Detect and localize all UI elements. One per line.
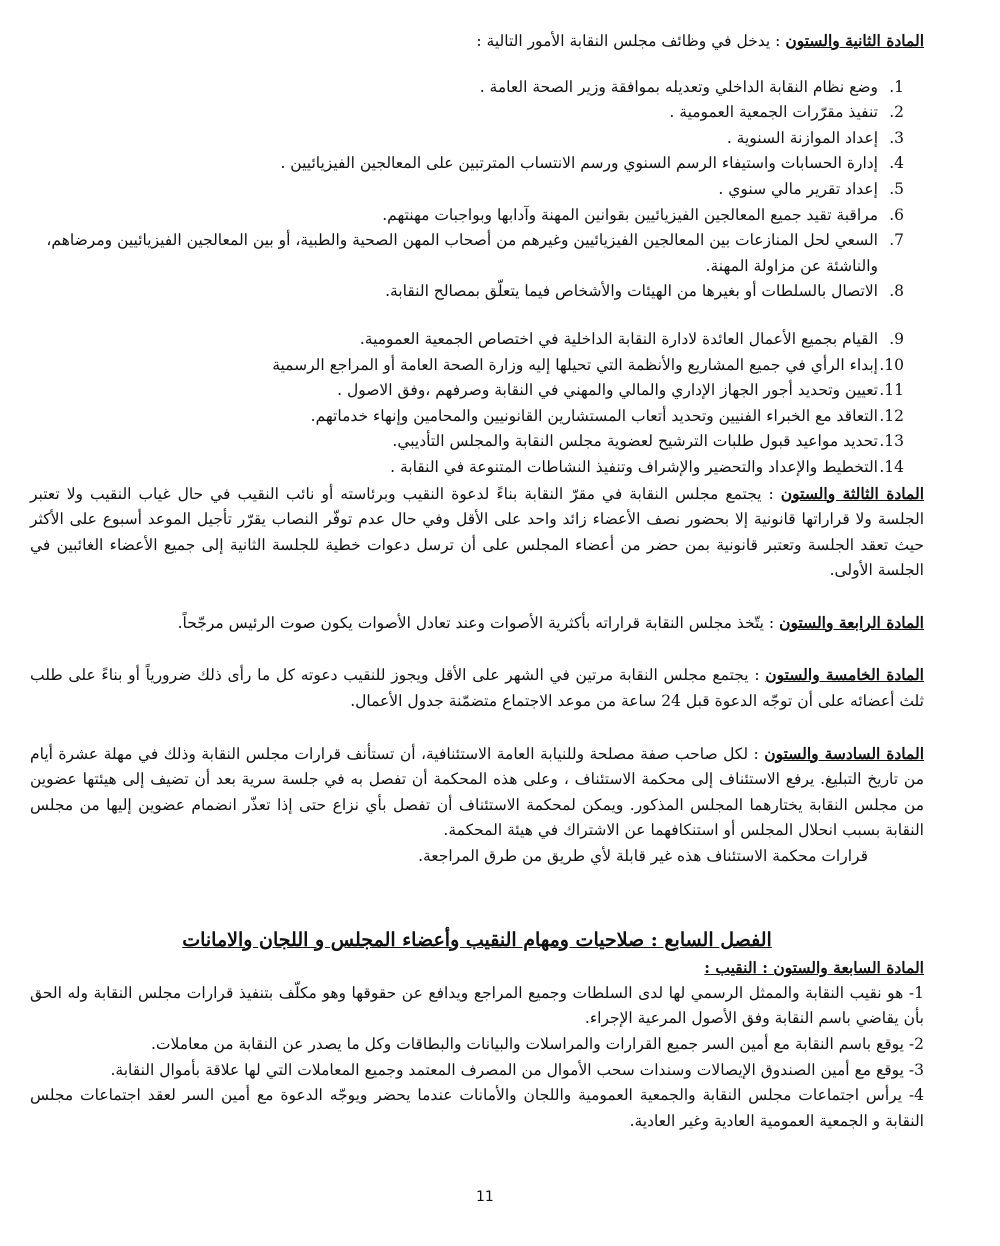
list-item: 1. وضع نظام النقابة الداخلي وتعديله بموافقة وزير الصحة العامة . (479, 77, 904, 96)
list-item: 14. التخطيط والإعداد والتحضير والإشراف وتنفيذ النشاطات المتنوعة في النقابة . (390, 457, 904, 476)
list-item: 5. إعداد تقرير مالي سنوي . (718, 179, 904, 198)
article-67-title: المادة السابعة والستون : النقيب : (704, 958, 924, 978)
list-item: 2. تنفيذ مقرّرات الجمعية العمومية . (669, 103, 904, 122)
document-page (30, 28, 924, 1134)
article-66-note: قرارات محكمة الاستئناف هذه غير قابلة لأي طريق من طرق المراجعة. (418, 847, 868, 866)
article-64-text: : يتّخذ مجلس النقابة قراراته بأكثرية الأصوات وعند تعادل الأصوات يكون صوت الرئيس مرجّحاً. (177, 613, 780, 632)
article-63-text: : يجتمع مجلس النقابة في مقرّ النقابة بناءً لدعوة النقيب وبرئاسته أو نائب النقيب في حال غياب النقيب ولا تعتبر الجلسة ولا قراراتها قانونية إلا بحضور نصف الأعضاء زائد واحد على الأقل وفي حال عدم توفّر النصاب يقرّر تأجيل الموعد أسبوع على الأكثر حيث تعقد الجلسة وتعتبر قانونية بمن حضر من أعضاء المجلس على أن ترسل دعوات خطية للجلسة الثانية إلى جميع الأعضاء الغائبين في الجلسة الأولى. (30, 484, 924, 580)
article-65 (30, 662, 924, 714)
list-item: 11. تعيين وتحديد أجور الجهاز الإداري والمالي والمهني في النقابة وصرفهم ،وفق الاصول . (337, 381, 904, 400)
article-62-intro (30, 28, 924, 55)
list-item: 12. التعاقد مع الخبراء الفنيين وتحديد أتعاب المستشارين القانونيين والمحامين وإنهاء خدماتهم. (310, 406, 904, 425)
article-67-para-1: 1- هو نقيب النقابة والممثل الرسمي لها لدى السلطات وجميع المراجع ويدافع عن حقوقها وهو مكلّف بتنفيذ قرارات مجلس النقابة وله الحق بأن يقاضي باسم النقابة وفق الأصول المرعية الإجراء. (30, 983, 924, 1028)
list-item: 13. تحديد مواعيد قبول طلبات الترشيح لعضوية مجلس النقابة والمجلس التأديبي. (392, 432, 904, 451)
article-66 (30, 741, 924, 844)
article-63-title: المادة الثالثة والستون (780, 483, 925, 503)
list-item: 8. الاتصال بالسلطات أو بغيرها من الهيئات والأشخاص فيما يتعلّق بمصالح النقابة. (385, 282, 904, 301)
list-item: 10. إبداء الرأي في جميع المشاريع والأنظمة التي تحيلها إليه وزارة الصحة العامة أو المراجع الرسمية (272, 355, 904, 374)
article-63 (30, 481, 924, 584)
article-65-text: : يجتمع مجلس النقابة مرتين في الشهر على الأقل ويجوز للنقيب دعوته كل ما رأى ذلك ضرورياً أو بناءً على طلب ثلث أعضائه على أن توجّه الدعوة قبل 24 ساعة من موعد الاجتماع متضمّنة جدول الأعمال. (30, 666, 924, 711)
article-62-text: : يدخل في وظائف مجلس النقابة الأمور التالية : (476, 32, 786, 50)
article-64 (30, 610, 924, 637)
article-62-list (30, 75, 904, 481)
article-66-title: المادة السادسة والستون (764, 743, 925, 763)
list-item: 4. إدارة الحسابات واستيفاء الرسم السنوي ورسم الانتساب المترتبين على المعالجين الفيزيائيين . (280, 154, 904, 173)
page-number: 11 (476, 1189, 494, 1205)
article-67-para-4: 4- يرأس اجتماعات مجلس النقابة والجمعية العمومية واللجان والأمانات عندما يحضر ويوجّه الدعوة مع أمين السر لعقد اجتماعات مجلس النقابة و الجمعية العمومية العادية وغير العادية. (30, 1086, 924, 1130)
article-67-para-3: 3- يوقع مع أمين الصندوق الإيصالات وسندات سحب الأموال من المصرف المعتمد وجميع المعاملات التي لها علاقة بأموال النقابة. (110, 1060, 924, 1079)
list-item: 6. مراقبة تقيد جميع المعالجين الفيزيائيين بقوانين المهنة وآدابها وبواجبات مهنتهم. (382, 205, 904, 224)
article-65-title: المادة الخامسة والستون (765, 665, 924, 685)
list-item: 9. القيام بجميع الأعمال العائدة لادارة النقابة الداخلية في اختصاص الجمعية العمومية. (359, 329, 904, 348)
list-item: 7. السعي لحل المنازعات بين المعالجين الفيزيائيين وغيرهم من أصحاب المهن الصحية والطبية، أو بين المعالجين الفيزيائيين ومرضاهم، والناشئة عن مزاولة المهنة. (46, 231, 904, 275)
list-item: 3. إعداد الموازنة السنوية . (726, 128, 904, 147)
article-67-para-2: 2- يوقع باسم النقابة مع أمين السر جميع القرارات والمراسلات والبيانات والبطاقات وكل ما يصدر عن النقابة من معاملات. (151, 1035, 924, 1053)
article-62-title: المادة الثانية والستون (785, 31, 924, 50)
chapter-7-title: الفصل السابع : صلاحيات ومهام النقيب وأعضاء المجلس و اللجان والامانات (182, 928, 772, 951)
article-66-text: : لكل صاحب صفة مصلحة وللنيابة العامة الاستئنافية، أن تستأنف قرارات مجلس النقابة وذلك في مهلة عشرة أيام من تاريخ التبليغ. يرفع الاستئناف إلى محكمة الاستئناف ، وعلى هذه المحكمة أن تفصل به في جلسة سرية بعد أن تضيف إلى هيئتها عضوين من مجلس النقابة يختارهما المجلس المذكور. ويمكن لمحكمة الاستئناف أن تفصل بأي نزاع حتى إذا تعذّر انضمام عضوين إليها من مجلس النقابة بسبب انحلال المجلس أو استنكافهما عن الاشتراك في هيئة المحكمة. (30, 744, 924, 840)
article-64-title: المادة الرابعة والستون (779, 612, 924, 632)
